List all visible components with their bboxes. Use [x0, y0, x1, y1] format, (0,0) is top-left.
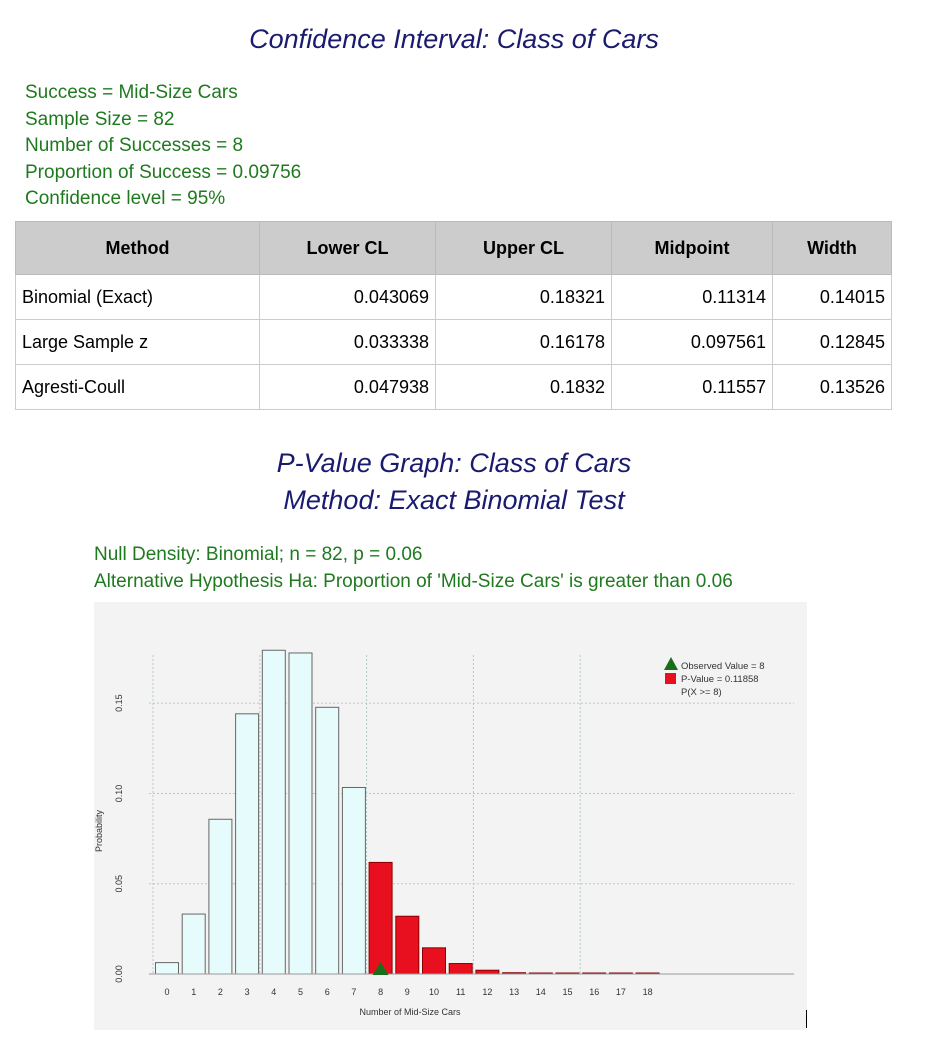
table-row: [16, 365, 892, 410]
summary-proportion: Proportion of Success = 0.09756: [25, 161, 302, 183]
graph-info: [94, 541, 733, 595]
bar-5: [289, 653, 312, 974]
summary-confidence: Confidence level = 95%: [25, 188, 226, 209]
bar-3: [236, 714, 259, 974]
alternative-hypothesis-text: Alternative Hypothesis Ha: Proportion of 'Mid-Size Cars' is greater than 0.06: [94, 571, 733, 592]
legend-probability-label: P(X >= 8): [681, 687, 722, 698]
width-cell: 0.14015: [773, 275, 892, 320]
x-tick-label: 4: [271, 987, 277, 997]
midpoint-cell: 0.11314: [612, 275, 773, 320]
column-header-midpoint: Midpoint: [612, 222, 773, 275]
x-axis-label: Number of Mid-Size Cars: [359, 1007, 461, 1017]
midpoint-cell: 0.11557: [612, 365, 773, 410]
lower-cl-cell: 0.047938: [260, 365, 436, 410]
x-tick-label: 5: [297, 987, 304, 997]
bar-4: [262, 650, 285, 974]
table-header-row: [16, 222, 892, 275]
bar-9: [396, 916, 419, 974]
table-row: [16, 275, 892, 320]
x-tick-label: 16: [589, 987, 600, 997]
method-cell: Agresti-Coull: [16, 365, 260, 410]
x-tick-label: 8: [378, 987, 384, 997]
upper-cl-cell: 0.16178: [436, 320, 612, 365]
bar-1: [182, 914, 205, 974]
pvalue-chart-svg: [94, 602, 807, 1030]
x-tick-label: 6: [324, 987, 330, 997]
lower-cl-cell: 0.033338: [260, 320, 436, 365]
table-row: [16, 320, 892, 365]
bar-2: [209, 819, 232, 974]
width-cell: 0.13526: [773, 365, 892, 410]
bar-6: [316, 707, 339, 974]
x-tick-label: 3: [244, 987, 250, 997]
null-density-text: Null Density: Binomial; n = 82, p = 0.06: [94, 544, 423, 565]
bar-7: [342, 787, 365, 974]
confidence-interval-table: [15, 221, 892, 410]
x-tick-label: 17: [615, 987, 626, 997]
bar-8: [369, 862, 392, 974]
y-tick-label: 0.05: [114, 874, 124, 893]
bar-11: [449, 964, 472, 974]
upper-cl-cell: 0.18321: [436, 275, 612, 320]
y-tick-label: 0.10: [114, 784, 124, 803]
pvalue-chart: [94, 602, 807, 1030]
summary-sample-size: Sample Size = 82: [25, 108, 175, 130]
column-header-width: Width: [773, 222, 892, 275]
method-cell: Large Sample z: [16, 320, 260, 365]
summary-successes: Number of Successes = 8: [25, 135, 244, 156]
bar-12: [476, 970, 499, 974]
graph-title-line2: Method: Exact Binomial Test: [283, 485, 625, 515]
x-tick-label: 11: [456, 987, 466, 997]
x-tick-label: 10: [428, 987, 440, 997]
page-title: Confidence Interval: Class of Cars: [249, 24, 659, 54]
y-tick-label: 0.15: [114, 694, 124, 712]
summary-success: Success = Mid-Size Cars: [25, 82, 238, 103]
method-cell: Binomial (Exact): [16, 275, 260, 320]
midpoint-cell: 0.097561: [612, 320, 773, 365]
x-tick-label: 9: [404, 987, 410, 997]
y-tick-label: 0.00: [114, 965, 124, 983]
x-tick-label: 13: [509, 987, 520, 997]
graph-title-line1: P-Value Graph: Class of Cars: [276, 448, 632, 478]
bar-0: [156, 963, 179, 974]
text-cursor: [806, 1010, 807, 1028]
x-tick-label: 1: [191, 987, 197, 997]
legend-pvalue-label: P-Value = 0.11858: [681, 674, 759, 685]
x-tick-label: 18: [642, 987, 653, 997]
x-tick-label: 12: [482, 987, 493, 997]
column-header-lower-cl: Lower CL: [260, 222, 436, 275]
bar-10: [423, 948, 446, 974]
y-axis-label: Probability: [94, 809, 104, 853]
legend-square-icon: [665, 673, 676, 684]
x-tick-label: 14: [535, 987, 546, 997]
column-header-upper-cl: Upper CL: [436, 222, 612, 275]
legend-observed-label: Observed Value = 8: [681, 661, 765, 672]
x-tick-label: 15: [562, 987, 573, 997]
lower-cl-cell: 0.043069: [260, 275, 436, 320]
legend-triangle-icon: [664, 657, 678, 670]
x-tick-label: 2: [217, 987, 223, 997]
upper-cl-cell: 0.1832: [436, 365, 612, 410]
summary-block: [25, 80, 301, 213]
x-tick-label: 7: [351, 987, 357, 997]
column-header-method: Method: [16, 222, 260, 275]
width-cell: 0.12845: [773, 320, 892, 365]
x-tick-label: 0: [164, 987, 170, 997]
